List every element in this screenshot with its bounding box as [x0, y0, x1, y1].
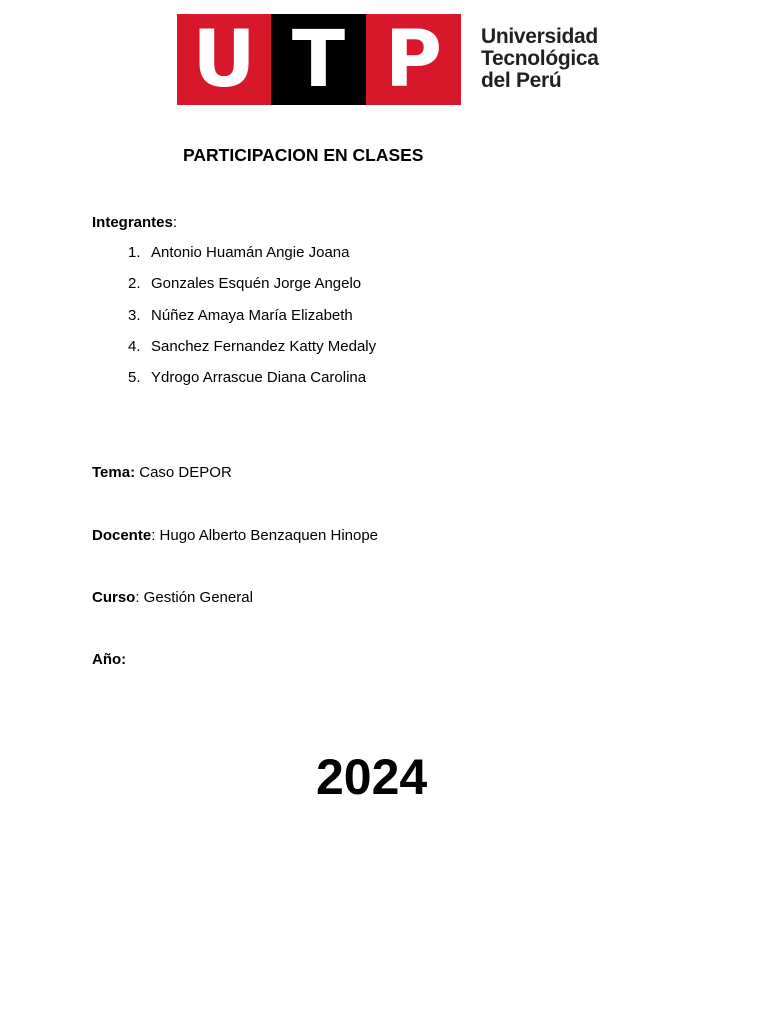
logo-letter-p: P [366, 14, 461, 105]
members-heading: Integrantes: [92, 214, 178, 231]
docente-line: Docente: Hugo Alberto Benzaquen Hinope [92, 527, 379, 544]
utp-logo [177, 14, 617, 106]
document-title: PARTICIPACION EN CLASES [183, 145, 424, 165]
curso-line: Curso: Gestión General [92, 589, 253, 606]
year-value: 2024 [316, 749, 428, 805]
logo-letter-t: T [271, 14, 366, 105]
tema-line: Tema: Caso DEPOR [92, 464, 232, 481]
anio-line: Año: [92, 651, 127, 668]
logo-university-name: Universidad Tecnológica del Perú [481, 25, 599, 92]
logo-letter-u: U [177, 14, 271, 105]
